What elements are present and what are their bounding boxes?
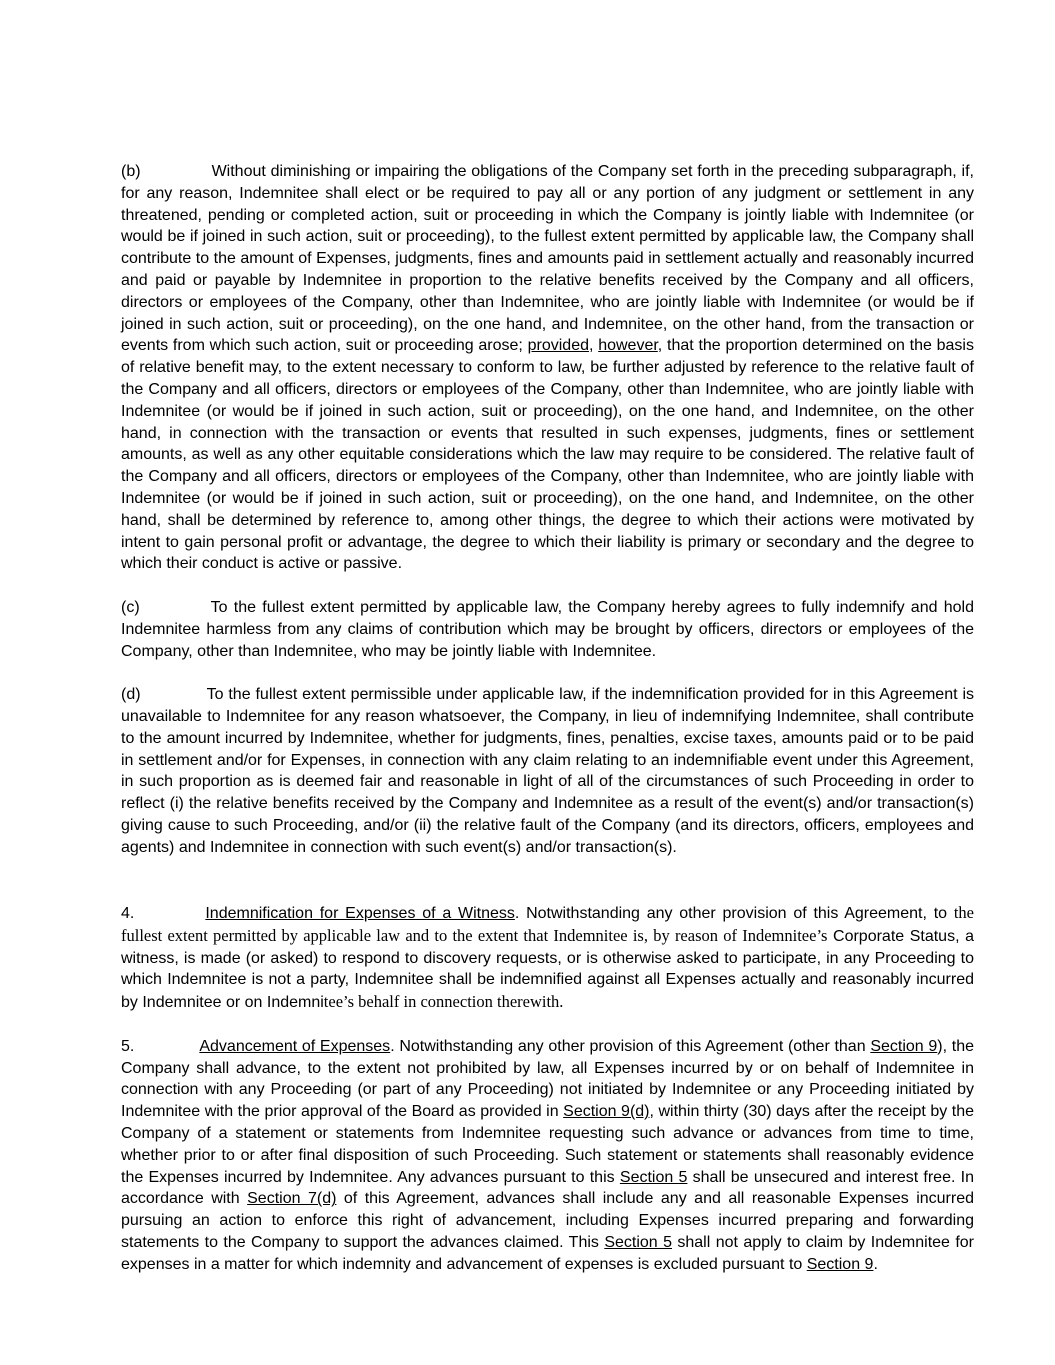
paragraph-b-label: (b) xyxy=(121,163,141,180)
section-5 xyxy=(121,1036,974,1276)
section-5-text-6: shall not apply to claim by Indemnitee for expenses in a matter for which indemnity and advancement of expenses is excluded pursuant to xyxy=(121,1234,975,1273)
provided-term: provided xyxy=(527,337,589,355)
paragraph-c-label: (c) xyxy=(121,598,140,616)
paragraph-c xyxy=(121,597,974,662)
section-5-ref-2: Section 9(d) xyxy=(563,1103,650,1121)
section-4-text-1: . Notwithstanding any other provision of this Agreement, to xyxy=(514,905,948,923)
section-4-text-serif-1: the fullest extent permitted by applicable law and to the extent that Indemnitee is, by reason of Indemnitee’s xyxy=(121,903,975,945)
document-page xyxy=(121,161,974,1276)
section-4-number: 4. xyxy=(121,905,135,923)
section-5-ref-5: Section 5 xyxy=(604,1234,672,1252)
section-5-text-7: . xyxy=(873,1255,878,1273)
paragraph-c-text: To the fullest extent permitted by applicable law, the Company hereby agrees to fully indemnify and hold Indemnitee harmless from any claims of contribution which may be brought by officers, directors or employees of the Company, other than Indemnitee, who may be jointly liable with Indemnitee. xyxy=(121,598,974,660)
section-4 xyxy=(121,902,974,1014)
paragraph-b-text-2: , that the proportion determined on the basis of relative benefit may, to the extent necessary to conform to law, be further adjusted by reference to the relative fault of the Company and all officers, directors or employees of the Company, other than Indemnitee, who are jointly liable with Indemnitee (or would be if joined in such action, suit or proceeding), on the one hand, and Indemnitee, on the other hand, in connection with the transaction or events that resulted in such expenses, judgments, fines or settlement amounts, as well as any other equitable considerations which the law may require to be considered. The relative fault of the Company and all officers, directors or employees of the Company, other than Indemnitee, who are jointly liable with Indemnitee (or would be if joined in such action, suit or proceeding), on the one hand, and Indemnitee, on the other hand, shall be determined by reference to, among other things, the degree to which their actions were motivated by intent to gain personal profit or advantage, the degree to which their liability is primary or secondary and the degree to which their conduct is active or passive. xyxy=(121,337,974,573)
section-5-text-4: shall be unsecured and interest free. In accordance with xyxy=(121,1168,975,1208)
section-5-text-2: ), the Company shall advance, to the extent not prohibited by law, all Expenses incurred by or on behalf of Indemnitee in connection with any Proceeding (or part of any Proceeding) not initiated by Indemnitee or any Proceeding initiated by Indemnitee with the prior approval of the Board as provided in xyxy=(121,1037,974,1121)
section-4-text-serif-2: tee’s behalf in connection therewith. xyxy=(323,992,564,1012)
section-4-text-2: Corporate Status, a witness, is made (or asked) to respond to discovery requests, or is otherwise asked to participate, in any Proceeding to which Indemnitee is not a party, Indemnitee shall be indemnified against all Expenses actually and reasonably incurred by Indemnitee or on Indemni xyxy=(121,927,974,1012)
paragraph-b xyxy=(121,161,974,575)
paragraph-d-text: To the fullest extent permissible under applicable law, if the indemnification provided for in this Agreement is unavailable to Indemnitee for any reason whatsoever, the Company, in lieu of indemnifying Indemnitee, shall contribute to the amount incurred by Indemnitee, whether for judgments, fines, penalties, excise taxes, amounts paid or to be paid in settlement and/or for Expenses, in connection with any claim relating to an indemnifiable event under this Agreement, in such proportion as is deemed fair and reasonable in light of all of the circumstances of such Proceeding in order to reflect (i) the relative benefits received by the Company and Indemnitee as a result of the event(s) and/or transaction(s) giving cause to such Proceeding, and/or (ii) the relative fault of the Company (and its directors, officers, employees and agents) and Indemnitee in connection with such event(s) and/or transaction(s). xyxy=(121,686,974,856)
paragraph-b-text-1: Without diminishing or impairing the obligations of the Company set forth in the preceding subparagraph, if, for any reason, Indemnitee shall elect or be required to pay all or any portion of any judgment or settlement in any threatened, pending or completed action, suit or proceeding in which the Company is jointly liable with Indemnitee (or would be if joined in such action, suit or proceeding), to the fullest extent permitted by applicable law, the Company shall contribute to the amount of Expenses, judgments, fines and amounts paid in settlement actually and reasonably incurred and paid or payable by Indemnitee in proportion to the relative benefits received by the Company and all officers, directors or employees of the Company, other than Indemnitee, who are jointly liable with Indemnitee (or would be if joined in such action, suit or proceeding), on the one hand, and Indemnitee, on the other hand, from the transaction or events from which such action, suit or proceeding arose; xyxy=(121,163,974,355)
section-5-number: 5. xyxy=(121,1037,135,1055)
section-5-text-5: of this Agreement, advances shall include any and all reasonable Expenses incurred pursuing an action to enforce this right of advancement, including Expenses incurred preparing and forwarding statements to the Company to support the advances claimed. This xyxy=(121,1190,975,1252)
however-term: however xyxy=(598,337,658,355)
paragraph-d-label: (d) xyxy=(121,686,141,704)
section-5-ref-6: Section 9 xyxy=(806,1255,874,1273)
section-5-heading: Advancement of Expenses xyxy=(199,1037,391,1055)
section-5-ref-1: Section 9 xyxy=(870,1037,938,1055)
section-5-text-1: . Notwithstanding any other provision of this Agreement (other than xyxy=(390,1037,871,1055)
paragraph-b-comma: , xyxy=(588,337,594,355)
section-5-text-3: , within thirty (30) days after the receipt by the Company of a statement or statements from Indemnitee requesting such advance or advances from time to time, whether prior to or after final disposition of such Proceeding. Such statement or statements shall reasonably evidence the Expenses incurred by Indemnitee. Any advances pursuant to this xyxy=(121,1103,975,1186)
section-5-ref-4: Section 7(d) xyxy=(247,1190,337,1208)
paragraph-d xyxy=(121,684,974,858)
section-4-heading: Indemnification for Expenses of a Witness xyxy=(205,905,515,923)
section-5-ref-3: Section 5 xyxy=(619,1168,688,1186)
